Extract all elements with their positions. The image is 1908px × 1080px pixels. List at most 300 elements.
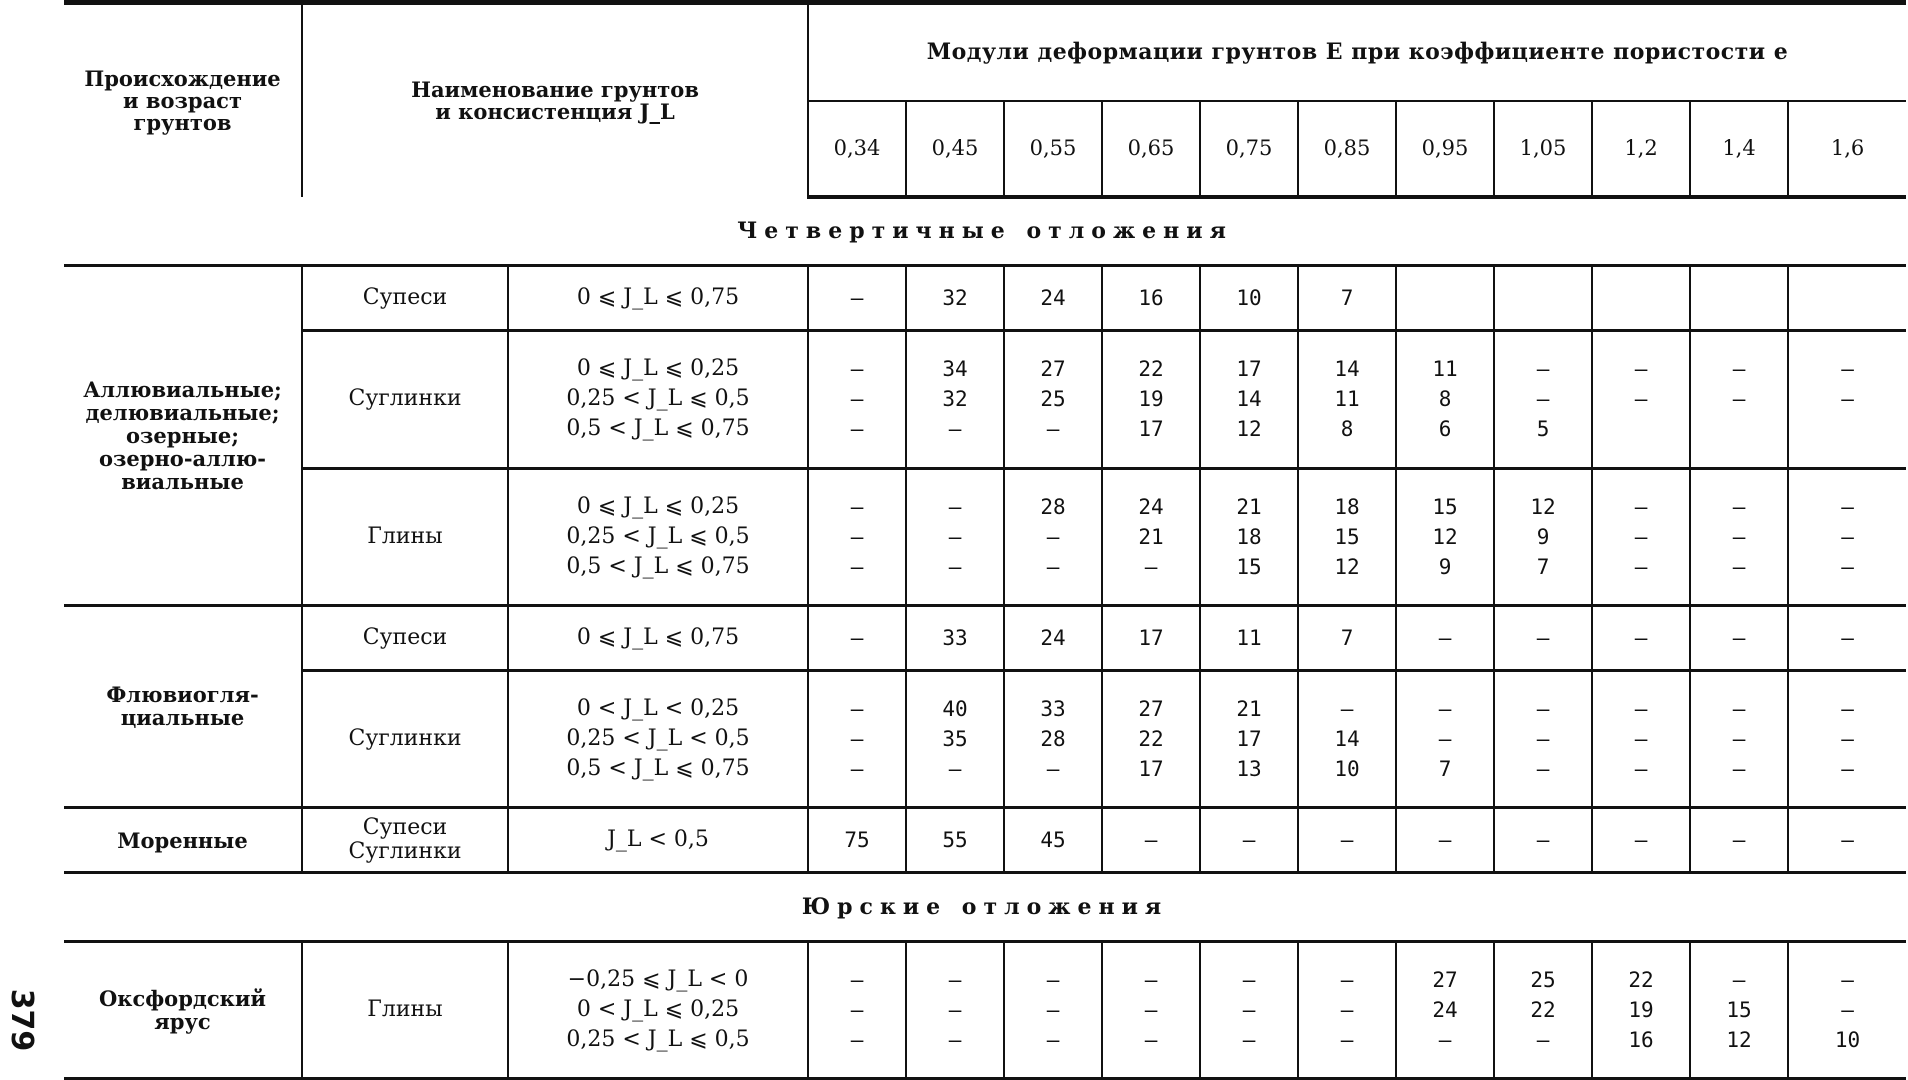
modulus-value: 24 bbox=[1040, 286, 1066, 311]
modulus-value-cell bbox=[1396, 808, 1494, 873]
modulus-value: 17 bbox=[1236, 726, 1262, 751]
modulus-value: 75 bbox=[844, 828, 870, 853]
modulus-value: — bbox=[1732, 387, 1746, 412]
modulus-value-cell bbox=[808, 468, 906, 605]
modulus-value: — bbox=[1046, 997, 1060, 1022]
text-line: делювиальные; bbox=[85, 399, 280, 425]
modulus-value-cell bbox=[1298, 468, 1396, 605]
modulus-value: — bbox=[1438, 726, 1452, 751]
modulus-value: — bbox=[850, 494, 864, 519]
modulus-value-cell bbox=[1200, 808, 1298, 873]
modulus-value-cell bbox=[1690, 331, 1788, 468]
modulus-value bbox=[1596, 283, 1686, 313]
modulus-value-cell bbox=[1592, 331, 1690, 468]
modulus-value-cell bbox=[906, 605, 1004, 670]
consistency-line: 0 < J_L < 0,25 bbox=[576, 695, 740, 721]
modulus-value-cell bbox=[1690, 605, 1788, 670]
consistency-cell bbox=[508, 941, 808, 1078]
modulus-value-cell bbox=[1690, 468, 1788, 605]
modulus-value: 18 bbox=[1334, 494, 1360, 519]
modulus-value: — bbox=[948, 997, 962, 1022]
modulus-value: — bbox=[948, 417, 962, 442]
modulus-value: — bbox=[1634, 625, 1648, 650]
section-title: Четвертичные отложения bbox=[64, 197, 1906, 266]
modulus-value: — bbox=[1841, 494, 1854, 519]
modulus-value: 7 bbox=[1438, 756, 1452, 781]
modulus-value: — bbox=[1340, 828, 1354, 853]
e-value-header: 0,55 bbox=[1004, 101, 1102, 197]
modulus-value: — bbox=[1634, 696, 1648, 721]
modulus-value: — bbox=[1634, 524, 1648, 549]
modulus-value: — bbox=[1841, 997, 1854, 1022]
modulus-value-cell bbox=[1102, 670, 1200, 807]
modulus-value: 8 bbox=[1340, 417, 1354, 442]
modulus-value-cell bbox=[1494, 331, 1592, 468]
consistency-cell bbox=[508, 605, 808, 670]
modulus-value: — bbox=[1536, 1027, 1550, 1052]
modulus-value-cell bbox=[1102, 808, 1200, 873]
modulus-value: — bbox=[1046, 967, 1060, 992]
modulus-value-cell bbox=[1592, 266, 1690, 331]
modulus-value: 25 bbox=[1040, 387, 1066, 412]
modulus-value: — bbox=[1340, 997, 1354, 1022]
modulus-value: — bbox=[850, 997, 864, 1022]
text-line: озерно-аллю- bbox=[98, 445, 266, 471]
modulus-value-cell bbox=[1788, 941, 1906, 1078]
modulus-value: — bbox=[1841, 828, 1854, 853]
modulus-value: 24 bbox=[1040, 625, 1066, 650]
origin-header bbox=[64, 3, 302, 197]
text-line: и возраст bbox=[123, 87, 242, 113]
soil-name-cell bbox=[302, 266, 508, 331]
e-value-header: 1,05 bbox=[1494, 101, 1592, 197]
modulus-value: 55 bbox=[942, 828, 968, 853]
e-value-header: 0,75 bbox=[1200, 101, 1298, 197]
text-line: Суглинки bbox=[348, 839, 462, 865]
modulus-value-cell bbox=[1396, 941, 1494, 1078]
modulus-value: 9 bbox=[1536, 524, 1550, 549]
modulus-value-cell bbox=[808, 331, 906, 468]
modulus-value: 25 bbox=[1530, 967, 1556, 992]
e-value-header: 0,65 bbox=[1102, 101, 1200, 197]
text-line: Суглинки bbox=[348, 386, 462, 412]
text-line: Оксфордский bbox=[99, 985, 266, 1011]
modulus-value: — bbox=[948, 554, 962, 579]
modulus-value-cell bbox=[1298, 670, 1396, 807]
modulus-value: — bbox=[1438, 625, 1452, 650]
modulus-value: — bbox=[1732, 828, 1746, 853]
consistency-line: 0 ⩽ J_L ⩽ 0,75 bbox=[576, 624, 740, 650]
modulus-value: — bbox=[1732, 696, 1746, 721]
modulus-value bbox=[1792, 283, 1903, 313]
modulus-value: 22 bbox=[1530, 997, 1556, 1022]
modulus-value-cell bbox=[906, 808, 1004, 873]
modulus-value: 6 bbox=[1438, 417, 1452, 442]
modulus-value: 7 bbox=[1536, 554, 1550, 579]
modulus-value-cell bbox=[1102, 331, 1200, 468]
modulus-value-cell bbox=[1396, 266, 1494, 331]
modulus-value: 12 bbox=[1530, 494, 1556, 519]
modulus-value: 24 bbox=[1432, 997, 1458, 1022]
modulus-value: 7 bbox=[1340, 625, 1354, 650]
modulus-value-cell bbox=[1592, 808, 1690, 873]
modulus-value: 28 bbox=[1040, 494, 1066, 519]
modulus-value: — bbox=[1340, 1027, 1354, 1052]
modulus-value: — bbox=[1634, 387, 1648, 412]
modulus-value: 27 bbox=[1138, 696, 1164, 721]
modulus-value-cell bbox=[1592, 941, 1690, 1078]
page-number: 379 bbox=[4, 988, 40, 1052]
text-line: ярус bbox=[154, 1008, 211, 1034]
text-line: Наименование грунтов bbox=[411, 76, 699, 102]
modulus-value: — bbox=[1438, 1027, 1452, 1052]
modulus-value: — bbox=[1144, 554, 1158, 579]
modulus-value: 22 bbox=[1138, 357, 1164, 382]
text-line: Супеси bbox=[362, 285, 448, 311]
text-line: Супеси bbox=[362, 624, 448, 650]
modulus-value: 45 bbox=[1040, 828, 1066, 853]
text-line: грунтов bbox=[133, 109, 232, 135]
modulus-value: 33 bbox=[1040, 696, 1066, 721]
e-value-header: 0,95 bbox=[1396, 101, 1494, 197]
modulus-value: — bbox=[1536, 357, 1550, 382]
modulus-value: — bbox=[1144, 997, 1158, 1022]
modulus-value-cell bbox=[906, 670, 1004, 807]
modulus-value: — bbox=[1536, 696, 1550, 721]
modulus-value bbox=[1400, 283, 1490, 313]
modulus-value: 32 bbox=[942, 387, 968, 412]
modulus-value: 12 bbox=[1334, 554, 1360, 579]
consistency-line: 0 ⩽ J_L ⩽ 0,75 bbox=[576, 285, 740, 311]
modulus-value: — bbox=[1046, 554, 1060, 579]
modulus-value-cell bbox=[1592, 605, 1690, 670]
name-header bbox=[302, 3, 808, 197]
modulus-value-cell bbox=[1200, 468, 1298, 605]
modulus-value: — bbox=[850, 756, 864, 781]
modulus-value-cell bbox=[1004, 808, 1102, 873]
modulus-value: — bbox=[1144, 1027, 1158, 1052]
modulus-value: 19 bbox=[1628, 997, 1654, 1022]
modulus-value-cell bbox=[1788, 331, 1906, 468]
modulus-value: 8 bbox=[1438, 387, 1452, 412]
text-line: Моренные bbox=[117, 827, 248, 853]
modulus-value-cell bbox=[906, 468, 1004, 605]
consistency-cell bbox=[508, 266, 808, 331]
modulus-value: — bbox=[1046, 756, 1060, 781]
modulus-value: — bbox=[850, 554, 864, 579]
modulus-value-cell bbox=[808, 266, 906, 331]
modulus-value: 21 bbox=[1236, 696, 1262, 721]
table-body bbox=[64, 197, 1906, 1079]
table-row bbox=[64, 808, 1906, 873]
modulus-value: 11 bbox=[1334, 387, 1360, 412]
origin-cell bbox=[64, 266, 302, 606]
modulus-value-cell bbox=[1494, 941, 1592, 1078]
e-value-header: 1,4 bbox=[1690, 101, 1788, 197]
modulus-value: — bbox=[1340, 967, 1354, 992]
modulus-value: 15 bbox=[1726, 997, 1752, 1022]
modulus-value: 5 bbox=[1536, 417, 1550, 442]
modulus-value: 7 bbox=[1340, 286, 1354, 311]
modulus-value: 15 bbox=[1432, 494, 1458, 519]
modulus-value: — bbox=[948, 524, 962, 549]
text-line: Суглинки bbox=[348, 725, 462, 751]
modulus-value: — bbox=[850, 286, 864, 311]
modulus-value-cell bbox=[906, 331, 1004, 468]
e-value-header: 1,2 bbox=[1592, 101, 1690, 197]
modulus-value: — bbox=[1634, 357, 1648, 382]
modulus-value bbox=[1694, 414, 1784, 444]
modulus-value: 15 bbox=[1236, 554, 1262, 579]
modulus-value: — bbox=[1634, 494, 1648, 519]
modulus-value-cell bbox=[808, 605, 906, 670]
modulus-value-cell bbox=[808, 670, 906, 807]
modulus-value: — bbox=[1841, 387, 1854, 412]
modulus-value: — bbox=[948, 967, 962, 992]
modulus-value: 14 bbox=[1334, 357, 1360, 382]
modulus-value-cell bbox=[906, 266, 1004, 331]
modulus-value: 17 bbox=[1138, 756, 1164, 781]
modulus-value-cell bbox=[1004, 605, 1102, 670]
soil-name-cell bbox=[302, 468, 508, 605]
modulus-value: 27 bbox=[1432, 967, 1458, 992]
e-value-header: 0,85 bbox=[1298, 101, 1396, 197]
modulus-value-cell bbox=[1102, 605, 1200, 670]
modulus-value: — bbox=[1732, 554, 1746, 579]
modulus-value: 32 bbox=[942, 286, 968, 311]
modulus-value-cell bbox=[1396, 605, 1494, 670]
consistency-line: 0,25 < J_L < 0,5 bbox=[566, 725, 750, 751]
section-title: Юрские отложения bbox=[64, 873, 1906, 942]
modulus-value: — bbox=[1536, 828, 1550, 853]
modulus-value-cell bbox=[808, 941, 906, 1078]
modulus-value: — bbox=[948, 494, 962, 519]
modulus-value-cell bbox=[1298, 331, 1396, 468]
modulus-value: 14 bbox=[1236, 387, 1262, 412]
consistency-line: 0 ⩽ J_L ⩽ 0,25 bbox=[576, 356, 740, 382]
modulus-value: — bbox=[1536, 726, 1550, 751]
modulus-value-cell bbox=[1200, 941, 1298, 1078]
modulus-value: 10 bbox=[1236, 286, 1262, 311]
modulus-value-cell bbox=[1396, 331, 1494, 468]
e-value-header: 0,34 bbox=[808, 101, 906, 197]
consistency-cell bbox=[508, 468, 808, 605]
modulus-value: 11 bbox=[1432, 357, 1458, 382]
table-row bbox=[64, 468, 1906, 605]
modulus-value-cell bbox=[1004, 941, 1102, 1078]
modulus-value: — bbox=[1732, 524, 1746, 549]
modulus-value: — bbox=[1841, 696, 1854, 721]
modulus-value-cell bbox=[1396, 670, 1494, 807]
modulus-value-cell bbox=[1298, 808, 1396, 873]
modulus-header: Модули деформации грунтов E при коэффициенте пористости e bbox=[808, 3, 1906, 101]
table-row bbox=[64, 605, 1906, 670]
modulus-value: 10 bbox=[1334, 756, 1360, 781]
modulus-value: 10 bbox=[1834, 1027, 1861, 1052]
text-line: Глины bbox=[367, 523, 443, 549]
modulus-value: — bbox=[850, 417, 864, 442]
consistency-line: 0,25 < J_L ⩽ 0,5 bbox=[566, 1026, 750, 1052]
modulus-value: — bbox=[1242, 1027, 1256, 1052]
modulus-value-cell bbox=[1200, 331, 1298, 468]
origin-cell bbox=[64, 605, 302, 807]
modulus-value-cell bbox=[1298, 941, 1396, 1078]
modulus-value-cell bbox=[1200, 670, 1298, 807]
modulus-value-cell bbox=[1494, 468, 1592, 605]
modulus-value: — bbox=[1536, 625, 1550, 650]
modulus-value: 17 bbox=[1138, 417, 1164, 442]
origin-cell bbox=[64, 941, 302, 1078]
modulus-value: 27 bbox=[1040, 357, 1066, 382]
modulus-value: — bbox=[1046, 417, 1060, 442]
modulus-value: 13 bbox=[1236, 756, 1262, 781]
modulus-value: 12 bbox=[1236, 417, 1262, 442]
modulus-value-cell bbox=[1690, 670, 1788, 807]
modulus-value: — bbox=[1841, 726, 1854, 751]
modulus-value: — bbox=[850, 387, 864, 412]
modulus-value: — bbox=[1046, 1027, 1060, 1052]
modulus-value-cell bbox=[1494, 266, 1592, 331]
modulus-value: — bbox=[1732, 357, 1746, 382]
table-row bbox=[64, 941, 1906, 1078]
text-line: озерные; bbox=[126, 422, 239, 448]
modulus-value-cell bbox=[1494, 605, 1592, 670]
modulus-value-cell bbox=[1102, 941, 1200, 1078]
soil-name-cell bbox=[302, 808, 508, 873]
modulus-value-cell bbox=[1004, 670, 1102, 807]
modulus-value: — bbox=[1732, 625, 1746, 650]
modulus-value: 40 bbox=[942, 696, 968, 721]
e-value-header: 0,45 bbox=[906, 101, 1004, 197]
modulus-value: 33 bbox=[942, 625, 968, 650]
modulus-value-cell bbox=[808, 808, 906, 873]
modulus-value: 22 bbox=[1628, 967, 1654, 992]
consistency-cell bbox=[508, 331, 808, 468]
text-line: и консистенция J_L bbox=[435, 98, 675, 124]
modulus-value: — bbox=[1841, 357, 1854, 382]
modulus-value: — bbox=[1144, 828, 1158, 853]
modulus-value: 22 bbox=[1138, 726, 1164, 751]
consistency-line: 0,5 < J_L ⩽ 0,75 bbox=[566, 755, 750, 781]
modulus-value bbox=[1694, 283, 1784, 313]
modulus-value-cell bbox=[1004, 331, 1102, 468]
text-line: Глины bbox=[367, 996, 443, 1022]
modulus-value: — bbox=[1732, 967, 1746, 992]
soil-modulus-table bbox=[64, 0, 1906, 1080]
modulus-value-cell bbox=[1298, 266, 1396, 331]
modulus-value: — bbox=[1438, 696, 1452, 721]
modulus-value bbox=[1792, 414, 1903, 444]
modulus-value: — bbox=[1242, 967, 1256, 992]
modulus-value: 21 bbox=[1236, 494, 1262, 519]
modulus-value: — bbox=[1841, 524, 1854, 549]
modulus-value-cell bbox=[1494, 670, 1592, 807]
modulus-value: — bbox=[1732, 494, 1746, 519]
consistency-line: 0,5 < J_L ⩽ 0,75 bbox=[566, 553, 750, 579]
origin-cell bbox=[64, 808, 302, 873]
modulus-value: — bbox=[850, 1027, 864, 1052]
modulus-value: 17 bbox=[1138, 625, 1164, 650]
modulus-value-cell bbox=[1494, 808, 1592, 873]
modulus-value-cell bbox=[1788, 808, 1906, 873]
consistency-line: 0 < J_L ⩽ 0,25 bbox=[576, 996, 740, 1022]
modulus-value-cell bbox=[1004, 266, 1102, 331]
modulus-value-cell bbox=[906, 941, 1004, 1078]
modulus-value-cell bbox=[1298, 605, 1396, 670]
text-line: Аллювиальные; bbox=[83, 376, 282, 402]
modulus-value-cell bbox=[1200, 605, 1298, 670]
modulus-value: — bbox=[850, 524, 864, 549]
consistency-cell bbox=[508, 808, 808, 873]
modulus-value-cell bbox=[1690, 266, 1788, 331]
consistency-line: J_L < 0,5 bbox=[607, 827, 709, 853]
modulus-value: — bbox=[1536, 756, 1550, 781]
section-row bbox=[64, 197, 1906, 266]
modulus-value: — bbox=[850, 696, 864, 721]
modulus-value-cell bbox=[1102, 468, 1200, 605]
table-row bbox=[64, 670, 1906, 807]
text-line: Супеси bbox=[362, 815, 448, 841]
modulus-value: — bbox=[850, 726, 864, 751]
modulus-value-cell bbox=[1102, 266, 1200, 331]
modulus-value: — bbox=[1634, 726, 1648, 751]
modulus-value: 35 bbox=[942, 726, 968, 751]
consistency-line: 0,25 < J_L ⩽ 0,5 bbox=[566, 523, 750, 549]
text-line: Флювиогля- bbox=[106, 682, 259, 708]
modulus-value-cell bbox=[1592, 670, 1690, 807]
modulus-value: 16 bbox=[1628, 1027, 1654, 1052]
modulus-value: — bbox=[1841, 967, 1854, 992]
modulus-value: — bbox=[1438, 828, 1452, 853]
modulus-value-cell bbox=[1592, 468, 1690, 605]
modulus-value: — bbox=[1340, 696, 1354, 721]
modulus-value: — bbox=[1841, 625, 1854, 650]
modulus-value: — bbox=[1242, 997, 1256, 1022]
modulus-value: — bbox=[1732, 726, 1746, 751]
modulus-value: — bbox=[1242, 828, 1256, 853]
section-row bbox=[64, 873, 1906, 942]
modulus-value: 12 bbox=[1726, 1027, 1752, 1052]
modulus-value: — bbox=[1046, 524, 1060, 549]
modulus-value bbox=[1498, 283, 1588, 313]
modulus-value: 9 bbox=[1438, 554, 1452, 579]
modulus-value: 34 bbox=[942, 357, 968, 382]
modulus-value: — bbox=[1841, 756, 1854, 781]
e-value-header: 1,6 bbox=[1788, 101, 1906, 197]
modulus-value: — bbox=[850, 625, 864, 650]
modulus-value-cell bbox=[1004, 468, 1102, 605]
soil-name-cell bbox=[302, 941, 508, 1078]
modulus-value: — bbox=[1536, 387, 1550, 412]
modulus-value-cell bbox=[1788, 266, 1906, 331]
modulus-value: 15 bbox=[1334, 524, 1360, 549]
modulus-value-cell bbox=[1788, 670, 1906, 807]
text-line: циальные bbox=[120, 705, 245, 731]
modulus-value-cell bbox=[1690, 808, 1788, 873]
modulus-value: — bbox=[1634, 828, 1648, 853]
modulus-value: 19 bbox=[1138, 387, 1164, 412]
modulus-value: 14 bbox=[1334, 726, 1360, 751]
modulus-value-cell bbox=[1690, 941, 1788, 1078]
soil-name-cell bbox=[302, 331, 508, 468]
modulus-value: 16 bbox=[1138, 286, 1164, 311]
modulus-value-cell bbox=[1788, 468, 1906, 605]
modulus-value: 11 bbox=[1236, 625, 1262, 650]
consistency-cell bbox=[508, 670, 808, 807]
modulus-value: — bbox=[1144, 967, 1158, 992]
modulus-value: — bbox=[948, 1027, 962, 1052]
modulus-value: — bbox=[850, 967, 864, 992]
